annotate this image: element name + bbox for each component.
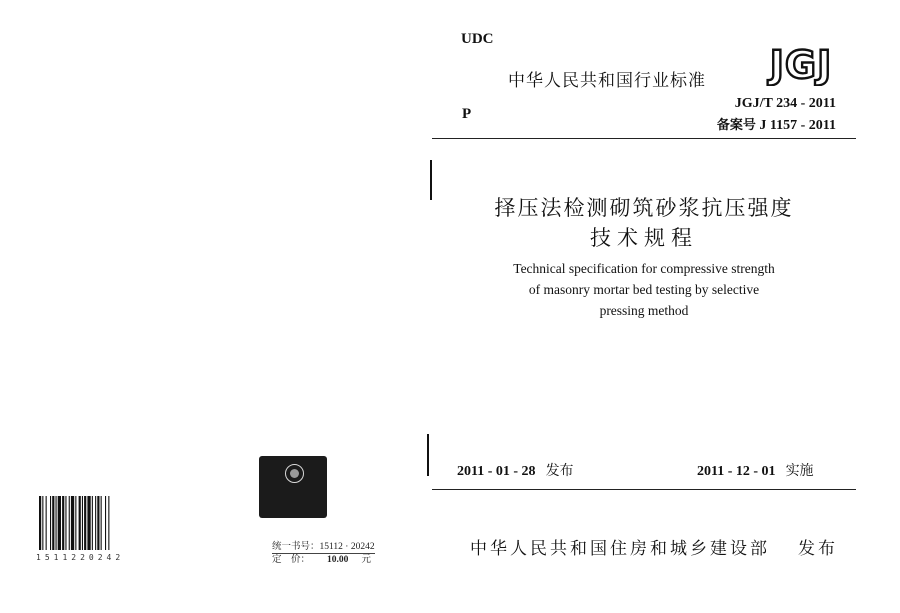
barcode-bar <box>71 496 74 550</box>
jgj-logo-icon <box>760 40 842 86</box>
title-en-line2: of masonry mortar bed testing by selective <box>528 282 760 297</box>
barcode-bar <box>101 496 102 550</box>
barcode-bar <box>84 496 86 550</box>
barcode-bar <box>97 496 99 550</box>
book-number-row <box>272 541 375 554</box>
barcode-bar <box>95 496 96 550</box>
title-english <box>432 258 856 321</box>
logo-text: JGJ <box>769 43 833 86</box>
issue-date: 2011 - 01 - 28 <box>457 464 536 479</box>
record-label: 备案号 <box>716 118 756 133</box>
barcode-bar <box>42 496 43 550</box>
barcode-bar <box>46 496 47 550</box>
title-en-line3: pressing method <box>599 303 689 318</box>
issue-label: 发布 <box>545 463 574 479</box>
barcode-bar <box>62 496 64 550</box>
issuer-action: 发布 <box>798 539 838 559</box>
title-cn-line1: 择压法检测砌筑砂浆抗压强度 <box>494 196 794 220</box>
anti-counterfeit-sticker-icon <box>259 456 327 518</box>
barcode-bar <box>52 496 54 550</box>
issuer-name: 中华人民共和国住房和城乡建设部 <box>470 539 770 559</box>
book-number-label: 统一书号： <box>272 541 320 552</box>
barcode-bar <box>56 496 57 550</box>
classification-code: P <box>462 106 472 122</box>
impl-date: 2011 - 12 - 01 <box>697 464 776 479</box>
standard-type: 中华人民共和国行业标准 <box>508 71 706 91</box>
barcode-bar <box>58 496 61 550</box>
price-row <box>272 554 375 566</box>
title-cn-line2: 技术规程 <box>590 226 698 250</box>
seal-icon <box>285 464 304 483</box>
barcode-bar <box>65 496 66 550</box>
barcode-bar <box>79 496 81 550</box>
barcode-bar <box>108 496 109 550</box>
impl-label: 实施 <box>785 463 814 479</box>
book-number: 15112 · 20242 <box>319 542 375 552</box>
udc-label: UDC <box>461 31 494 47</box>
top-rule <box>432 138 856 139</box>
barcode-bar <box>75 496 76 550</box>
price-value: 10.00 <box>327 555 349 565</box>
vertical-mark-bottom <box>427 434 429 476</box>
standard-code: JGJ/T 234 - 2011 <box>734 96 836 111</box>
price-label: 定 价： <box>272 554 311 565</box>
record-number: J 1157 - 2011 <box>759 118 836 133</box>
publication-info <box>272 541 375 566</box>
barcode-bar <box>87 496 90 550</box>
barcode-number: 1511220242 <box>36 553 125 562</box>
barcode-bar <box>92 496 93 550</box>
issue-date-line <box>457 460 574 480</box>
barcode-icon <box>39 496 135 550</box>
middle-rule <box>432 489 856 490</box>
barcode-bar <box>105 496 106 550</box>
implementation-date-line <box>697 460 814 480</box>
barcode-bar <box>50 496 51 550</box>
title-chinese <box>432 193 856 253</box>
barcode-bar <box>69 496 70 550</box>
record-number-line <box>717 114 836 134</box>
issuer-line <box>470 534 838 559</box>
price-unit: 元 <box>361 554 371 565</box>
barcode-bar <box>82 496 83 550</box>
title-en-line1: Technical specification for compressive strength <box>513 261 775 276</box>
barcode-bar <box>39 496 41 550</box>
